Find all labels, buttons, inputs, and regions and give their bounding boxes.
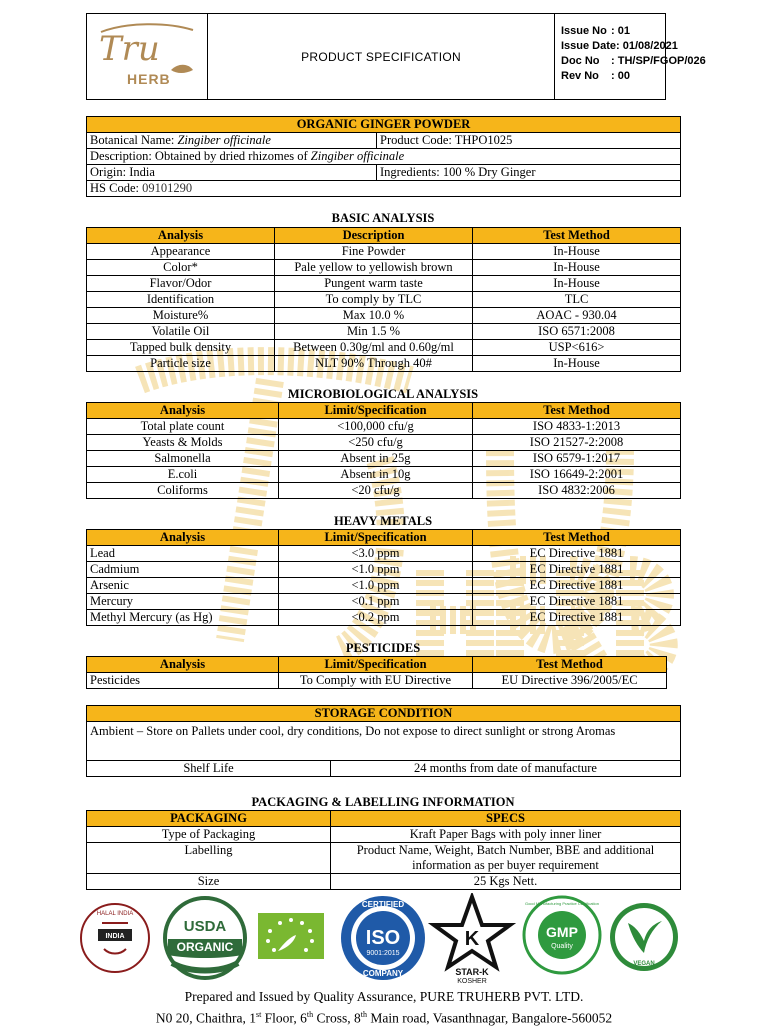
table-row: Mercury <0.1 ppm EC Directive 1881 [87,594,681,610]
table-header: Analysis Limit/Specification Test Method [87,403,681,419]
micro-analysis-title: MICROBIOLOGICAL ANALYSIS [287,387,479,401]
svg-text:KOSHER: KOSHER [457,978,487,983]
table-row: E.coli Absent in 10g ISO 16649-2:2001 [87,467,681,483]
table-header: Analysis Limit/Specification Test Method [87,530,681,546]
product-code: Product Code: THPO1025 [377,133,681,149]
table-row: Size 25 Kgs Nett. [87,874,681,890]
table-row: Salmonella Absent in 25g ISO 6579-1:2017 [87,451,681,467]
page-title: PRODUCT SPECIFICATION [208,14,555,99]
document-meta [555,14,706,99]
svg-text:INDIA: INDIA [105,933,125,940]
botanical-name: Botanical Name: Zingiber officinale [87,133,377,149]
heavy-metals-table [86,529,681,626]
packaging-table [86,810,681,890]
iso-9001-logo [341,896,425,980]
table-row: Identification To comply by TLC TLC [87,292,681,308]
svg-text:COMPANY: COMPANY [362,969,404,978]
table-row: Particle size NLT 90% Through 40# In-House [87,356,681,372]
table-row: Type of Packaging Kraft Paper Bags with poly inner liner [87,827,681,843]
table-row: Lead <3.0 ppm EC Directive 1881 [87,546,681,562]
storage-title: STORAGE CONDITION [87,706,681,722]
issue-no: Issue No : 01 [561,25,630,37]
table-header: PACKAGING SPECS [87,811,681,827]
truherb-logo [87,14,208,99]
description: Description: Obtained by dried rhizomes of Zingiber officinale [87,149,681,165]
basic-analysis-title: BASIC ANALYSIS [331,211,435,225]
storage-table [86,705,681,777]
svg-text:VEGAN: VEGAN [633,961,655,967]
table-row: Total plate count <100,000 cfu/g ISO 4833-1:2013 [87,419,681,435]
halal-india-logo [81,904,149,972]
table-row: Coliforms <20 cfu/g ISO 4832:2006 [87,483,681,499]
footer [0,988,768,1028]
doc-no: Doc No : TH/SP/FGOP/026 [561,55,706,67]
storage-text: Ambient – Store on Pallets under cool, dry conditions, Do not expose to direct sunlight or strong Aromas [87,722,681,761]
table-row: Labelling Product Name, Weight, Batch Number, BBE and additional information as per buyer requirement [87,843,681,874]
star-k-kosher-logo [434,897,510,983]
svg-text:ISO: ISO [365,927,401,949]
heavy-metals-title: HEAVY METALS [333,514,433,528]
product-name: ORGANIC GINGER POWDER [87,117,681,133]
svg-text:ORGANIC: ORGANIC [176,940,234,954]
vegan-logo [610,903,678,971]
packaging-title: PACKAGING & LABELLING INFORMATION [251,795,515,809]
table-header: Analysis Description Test Method [87,228,681,244]
svg-text:HALAL INDIA: HALAL INDIA [96,911,134,917]
rev-no: Rev No : 00 [561,70,630,82]
document-header [86,13,706,100]
origin: Origin: India [87,165,377,181]
leaf-icon [171,65,193,73]
svg-text:GMP: GMP [546,924,578,940]
svg-text:CERTIFIED: CERTIFIED [361,900,405,909]
hs-code: HS Code: 09101290 [87,181,681,197]
table-row: Arsenic <1.0 ppm EC Directive 1881 [87,578,681,594]
svg-text:USDA: USDA [183,918,227,935]
footer-line-1: Prepared and Issued by Quality Assurance, PURE TRUHERB PVT. LTD. [184,989,584,1004]
certification-logos [80,893,680,983]
usda-organic-logo [165,898,245,978]
table-row: Yeasts & Molds <250 cfu/g ISO 21527-2:2008 [87,435,681,451]
table-row: Appearance Fine Powder In-House [87,244,681,260]
table-row: Methyl Mercury (as Hg) <0.2 ppm EC Directive 1881 [87,610,681,626]
gmp-quality-logo [524,897,600,973]
pesticides-table [86,656,667,689]
table-row: Volatile Oil Min 1.5 % ISO 6571:2008 [87,324,681,340]
table-header: Analysis Limit/Specification Test Method [87,657,667,673]
table-row: Flavor/Odor Pungent warm taste In-House [87,276,681,292]
svg-text:STAR-K: STAR-K [455,967,489,977]
micro-analysis-table [86,402,681,499]
table-row: Moisture% Max 10.0 % AOAC - 930.04 [87,308,681,324]
logo-text-top: Tru [99,29,160,69]
svg-text:Quality: Quality [551,943,573,950]
table-row: Color* Pale yellow to yellowish brown In-House [87,260,681,276]
table-row: Pesticides To Comply with EU Directive EU Directive 396/2005/EC [87,673,667,689]
svg-text:K: K [464,928,480,950]
shelf-life-value: 24 months from date of manufacture [331,761,681,777]
footer-address: N0 20, Chaithra, 1st Floor, 6th Cross, 8th Main road, Vasanthnagar, Bangalore-560052 [155,1010,613,1026]
table-row: Tapped bulk density Between 0.30g/ml and 0.60g/ml USP<616> [87,340,681,356]
logo-text-bottom: HERB [127,71,171,87]
shelf-life-label: Shelf Life [87,761,331,777]
pesticides-title: PESTICIDES [345,641,421,655]
eu-organic-leaf-logo [258,913,324,959]
basic-analysis-table [86,227,681,372]
issue-date: Issue Date: 01/08/2021 [561,40,678,52]
svg-text:9001:2015: 9001:2015 [366,950,400,957]
svg-text:Good Manufacturing Practice Ce: Good Manufacturing Practice Certification [524,901,600,906]
ingredients: Ingredients: 100 % Dry Ginger [377,165,681,181]
table-row: Cadmium <1.0 ppm EC Directive 1881 [87,562,681,578]
product-info-table [86,116,681,197]
